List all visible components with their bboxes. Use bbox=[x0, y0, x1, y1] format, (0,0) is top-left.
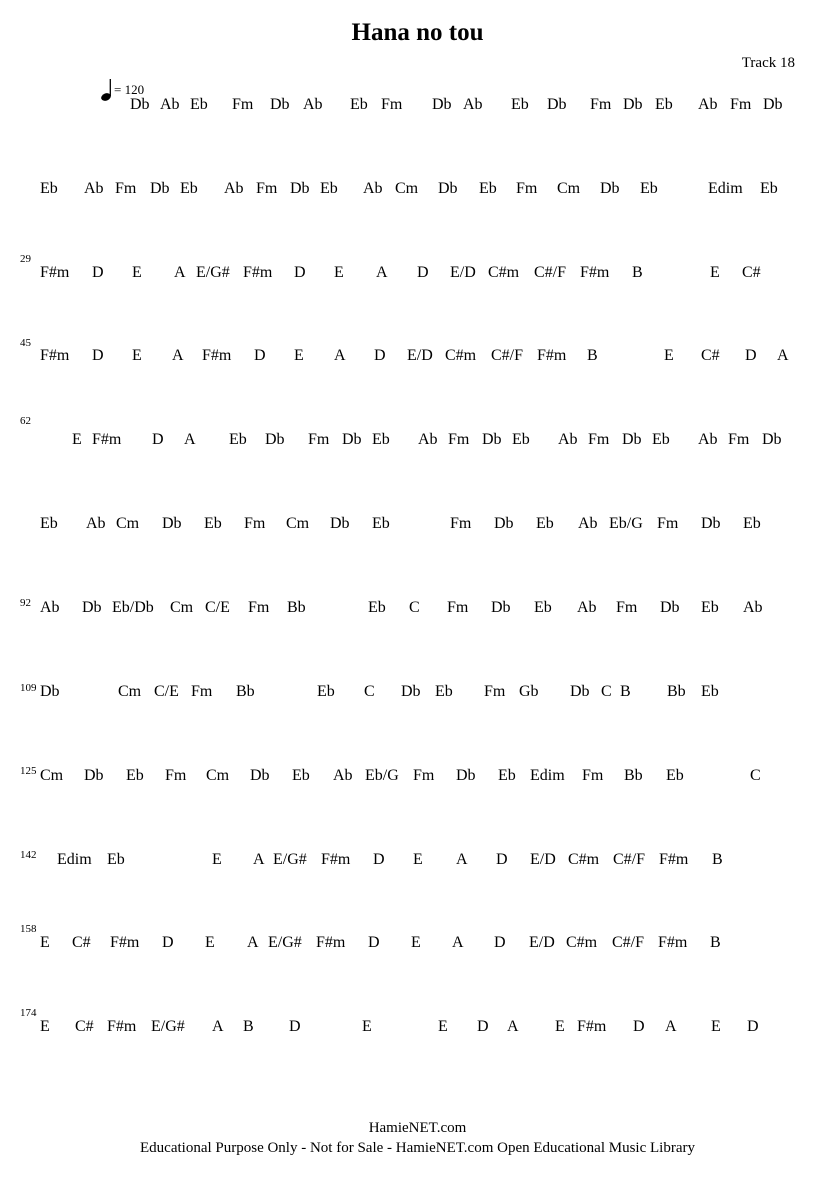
chord-symbol: Edim bbox=[57, 851, 92, 868]
chord-symbol: E bbox=[212, 851, 222, 868]
chord-symbol: D bbox=[152, 431, 164, 448]
chord-symbol: C#/F bbox=[534, 264, 567, 281]
chord-symbol: Db bbox=[82, 599, 102, 616]
chord-symbol: Fm bbox=[582, 767, 604, 784]
chord-symbol: E bbox=[413, 851, 423, 868]
chord-symbol: A bbox=[174, 264, 186, 281]
chord-symbol: Fm bbox=[191, 683, 213, 700]
chord-symbol: A bbox=[507, 1018, 519, 1035]
chord-symbol: Fm bbox=[256, 180, 278, 197]
chord-symbol: Fm bbox=[115, 180, 137, 197]
chord-symbol: Ab bbox=[698, 96, 718, 113]
chord-symbol: Db bbox=[701, 515, 721, 532]
chord-symbol: Ab bbox=[463, 96, 483, 113]
chord-symbol: D bbox=[92, 264, 104, 281]
chord-symbol: D bbox=[289, 1018, 301, 1035]
chord-symbol: C# bbox=[72, 934, 91, 951]
chord-symbol: Eb bbox=[655, 96, 673, 113]
chord-symbol: Eb/Db bbox=[112, 599, 154, 616]
chord-symbol: Ab bbox=[333, 767, 353, 784]
chord-symbol: D bbox=[254, 347, 266, 364]
chord-symbol: Fm bbox=[248, 599, 270, 616]
chord-symbol: E bbox=[132, 264, 142, 281]
chord-symbol: A bbox=[456, 851, 468, 868]
chord-symbol: Fm bbox=[728, 431, 750, 448]
chord-symbol: Ab bbox=[578, 515, 598, 532]
chord-symbol: Eb bbox=[536, 515, 554, 532]
chord-symbol: C#m bbox=[568, 851, 600, 868]
chord-symbol: Fm bbox=[308, 431, 330, 448]
chord-symbol: E/D bbox=[407, 347, 433, 364]
chord-symbol: Ab bbox=[418, 431, 438, 448]
chord-symbol: Ab bbox=[577, 599, 597, 616]
chord-symbol: F#m bbox=[110, 934, 140, 951]
chord-symbol: Eb bbox=[512, 431, 530, 448]
chord-symbol: Bb bbox=[287, 599, 306, 616]
chord-symbol: E/D bbox=[530, 851, 556, 868]
chord-symbol: Eb bbox=[498, 767, 516, 784]
chord-symbol: F#m bbox=[107, 1018, 137, 1035]
chord-symbol: Db bbox=[84, 767, 104, 784]
chord-symbol: A bbox=[334, 347, 346, 364]
measure-number: 109 bbox=[20, 682, 37, 694]
chord-symbol: D bbox=[496, 851, 508, 868]
chord-symbol: C#m bbox=[445, 347, 477, 364]
chord-symbol: E/G# bbox=[196, 264, 230, 281]
chord-symbol: E bbox=[555, 1018, 565, 1035]
chord-symbol: Ab bbox=[224, 180, 244, 197]
chord-symbol: Ab bbox=[86, 515, 106, 532]
chord-symbol: Eb bbox=[652, 431, 670, 448]
chord-symbol: C#m bbox=[566, 934, 598, 951]
chord-symbol: Edim bbox=[530, 767, 565, 784]
chord-symbol: C/E bbox=[154, 683, 179, 700]
chord-symbol: Db bbox=[660, 599, 680, 616]
chord-symbol: C bbox=[409, 599, 420, 616]
chord-symbol: E/D bbox=[529, 934, 555, 951]
chord-symbol: Ab bbox=[40, 599, 60, 616]
chord-symbol: D bbox=[162, 934, 174, 951]
chord-symbol: Edim bbox=[708, 180, 743, 197]
chord-symbol: Db bbox=[40, 683, 60, 700]
chord-symbol: F#m bbox=[243, 264, 273, 281]
chord-symbol: F#m bbox=[577, 1018, 607, 1035]
chord-symbol: Ab bbox=[84, 180, 104, 197]
chord-symbol: Eb bbox=[180, 180, 198, 197]
chord-symbol: Eb bbox=[292, 767, 310, 784]
measure-number: 92 bbox=[20, 597, 31, 609]
chord-symbol: E bbox=[72, 431, 82, 448]
chord-symbol: Ab bbox=[698, 431, 718, 448]
chord-symbol: Ab bbox=[558, 431, 578, 448]
chord-symbol: Eb bbox=[479, 180, 497, 197]
chord-symbol: E bbox=[132, 347, 142, 364]
measure-number: 62 bbox=[20, 415, 31, 427]
chord-symbol: Db bbox=[270, 96, 290, 113]
chord-symbol: Fm bbox=[590, 96, 612, 113]
chord-symbol: Eb bbox=[368, 599, 386, 616]
chord-symbol: C# bbox=[701, 347, 720, 364]
chord-symbol: Db bbox=[438, 180, 458, 197]
chord-symbol: A bbox=[212, 1018, 224, 1035]
chord-symbol: D bbox=[294, 264, 306, 281]
chord-symbol: D bbox=[747, 1018, 759, 1035]
chord-symbol: E bbox=[438, 1018, 448, 1035]
chord-symbol: E bbox=[205, 934, 215, 951]
chord-symbol: A bbox=[253, 851, 265, 868]
chord-symbol: Eb/G bbox=[365, 767, 399, 784]
chord-symbol: E/G# bbox=[268, 934, 302, 951]
chord-symbol: F#m bbox=[537, 347, 567, 364]
chord-symbol: F#m bbox=[580, 264, 610, 281]
chord-symbol: C#/F bbox=[612, 934, 645, 951]
chord-symbol: D bbox=[745, 347, 757, 364]
chord-symbol: E bbox=[664, 347, 674, 364]
chord-symbol: Cm bbox=[118, 683, 142, 700]
chord-symbol: Cm bbox=[395, 180, 419, 197]
measure-number: 142 bbox=[20, 849, 37, 861]
chord-symbol: F#m bbox=[202, 347, 232, 364]
chord-symbol: Db bbox=[482, 431, 502, 448]
chord-symbol: B bbox=[243, 1018, 254, 1035]
chord-symbol: Eb bbox=[666, 767, 684, 784]
chord-symbol: E bbox=[40, 934, 50, 951]
chord-symbol: E/G# bbox=[273, 851, 307, 868]
chord-symbol: A bbox=[247, 934, 259, 951]
chord-symbol: Ab bbox=[160, 96, 180, 113]
chord-symbol: Ab bbox=[743, 599, 763, 616]
chord-symbol: C bbox=[364, 683, 375, 700]
chord-symbol: C bbox=[750, 767, 761, 784]
tempo-marking: = 120 bbox=[114, 82, 145, 97]
chord-symbol: Fm bbox=[165, 767, 187, 784]
chord-symbol: Eb bbox=[372, 431, 390, 448]
chord-symbol: Db bbox=[600, 180, 620, 197]
chord-symbol: E bbox=[711, 1018, 721, 1035]
chord-symbol: A bbox=[777, 347, 789, 364]
chord-symbol: Eb bbox=[190, 96, 208, 113]
chord-symbol: Fm bbox=[244, 515, 266, 532]
chord-symbol: Bb bbox=[624, 767, 643, 784]
chord-symbol: C bbox=[601, 683, 612, 700]
chord-symbol: Eb bbox=[126, 767, 144, 784]
chord-symbol: Db bbox=[162, 515, 182, 532]
chord-symbol: C# bbox=[742, 264, 761, 281]
chord-symbol: Bb bbox=[236, 683, 255, 700]
chord-symbol: B bbox=[632, 264, 643, 281]
chord-symbol: B bbox=[620, 683, 631, 700]
chord-symbol: A bbox=[665, 1018, 677, 1035]
chord-symbol: F#m bbox=[40, 264, 70, 281]
measure-number: 125 bbox=[20, 765, 37, 777]
measure-number: 174 bbox=[20, 1007, 37, 1019]
chord-symbol: C#m bbox=[488, 264, 520, 281]
chord-symbol: E/G# bbox=[151, 1018, 185, 1035]
chord-symbol: Eb bbox=[640, 180, 658, 197]
chord-symbol: Eb/G bbox=[609, 515, 643, 532]
chord-symbol: Fm bbox=[588, 431, 610, 448]
chord-symbol: Eb bbox=[701, 683, 719, 700]
chord-symbol: Db bbox=[491, 599, 511, 616]
chord-symbol: Eb bbox=[229, 431, 247, 448]
chord-symbol: E bbox=[294, 347, 304, 364]
chord-symbol: Db bbox=[401, 683, 421, 700]
chord-symbol: Eb bbox=[107, 851, 125, 868]
chord-symbol: B bbox=[710, 934, 721, 951]
chord-symbol: Eb bbox=[320, 180, 338, 197]
chord-symbol: Db bbox=[150, 180, 170, 197]
chord-symbol: Cm bbox=[206, 767, 230, 784]
chord-symbol: Eb bbox=[317, 683, 335, 700]
chord-symbol: F#m bbox=[321, 851, 351, 868]
chord-symbol: Eb bbox=[534, 599, 552, 616]
footer-site: HamieNET.com bbox=[368, 1120, 467, 1136]
chord-symbol: Db bbox=[623, 96, 643, 113]
measure-number: 29 bbox=[20, 253, 31, 265]
chord-symbol: Fm bbox=[450, 515, 472, 532]
chord-symbol: Fm bbox=[381, 96, 403, 113]
chord-symbol: F#m bbox=[92, 431, 122, 448]
chord-symbol: Db bbox=[456, 767, 476, 784]
chord-symbol: D bbox=[92, 347, 104, 364]
chord-symbol: Ab bbox=[363, 180, 383, 197]
chord-symbol: Db bbox=[622, 431, 642, 448]
chord-symbol: Db bbox=[570, 683, 590, 700]
chord-symbol: B bbox=[712, 851, 723, 868]
chord-symbol: Db bbox=[494, 515, 514, 532]
chord-symbol: A bbox=[376, 264, 388, 281]
measure-number: 45 bbox=[20, 337, 31, 349]
chord-symbol: Db bbox=[250, 767, 270, 784]
chord-symbol: F#m bbox=[40, 347, 70, 364]
chord-symbol: Cm bbox=[40, 767, 64, 784]
chord-symbol: D bbox=[477, 1018, 489, 1035]
chord-symbol: Eb bbox=[701, 599, 719, 616]
chord-symbol: Eb bbox=[511, 96, 529, 113]
chord-symbol: Db bbox=[763, 96, 783, 113]
chord-symbol: Cm bbox=[116, 515, 140, 532]
chord-symbol: Cm bbox=[170, 599, 194, 616]
chord-symbol: E bbox=[334, 264, 344, 281]
chord-symbol: C# bbox=[75, 1018, 94, 1035]
chord-symbol: D bbox=[633, 1018, 645, 1035]
chord-symbol: Fm bbox=[448, 431, 470, 448]
chord-symbol: D bbox=[494, 934, 506, 951]
chord-symbol: Eb bbox=[372, 515, 390, 532]
chord-symbol: Cm bbox=[557, 180, 581, 197]
chord-symbol: Eb bbox=[743, 515, 761, 532]
chord-symbol: D bbox=[374, 347, 386, 364]
footer-notice: Educational Purpose Only - Not for Sale - HamieNET.com Open Educational Music Library bbox=[140, 1140, 695, 1156]
chord-symbol: A bbox=[452, 934, 464, 951]
chord-symbol: F#m bbox=[659, 851, 689, 868]
chord-symbol: Db bbox=[432, 96, 452, 113]
measure-number: 158 bbox=[20, 923, 37, 935]
chord-symbol: Fm bbox=[516, 180, 538, 197]
chord-symbol: Db bbox=[130, 96, 150, 113]
chord-symbol: E bbox=[40, 1018, 50, 1035]
chord-symbol: Db bbox=[547, 96, 567, 113]
chord-symbol: Db bbox=[762, 431, 782, 448]
chord-symbol: Cm bbox=[286, 515, 310, 532]
chord-symbol: Fm bbox=[657, 515, 679, 532]
chord-symbol: Bb bbox=[667, 683, 686, 700]
chord-symbol: B bbox=[587, 347, 598, 364]
chord-symbol: Eb bbox=[40, 180, 58, 197]
chord-symbol: A bbox=[172, 347, 184, 364]
chord-symbol: Eb bbox=[760, 180, 778, 197]
chord-symbol: C#/F bbox=[491, 347, 524, 364]
song-title: Hana no tou bbox=[351, 19, 484, 46]
chord-symbol: D bbox=[368, 934, 380, 951]
chord-symbol: Fm bbox=[447, 599, 469, 616]
chord-symbol: A bbox=[184, 431, 196, 448]
chord-symbol: Fm bbox=[232, 96, 254, 113]
chord-symbol: Eb bbox=[40, 515, 58, 532]
chord-symbol: D bbox=[373, 851, 385, 868]
chord-symbol: F#m bbox=[658, 934, 688, 951]
chord-symbol: Fm bbox=[730, 96, 752, 113]
chord-symbol: Fm bbox=[616, 599, 638, 616]
chord-symbol: C/E bbox=[205, 599, 230, 616]
chord-symbol: Eb bbox=[435, 683, 453, 700]
chord-symbol: Db bbox=[290, 180, 310, 197]
chord-symbol: Ab bbox=[303, 96, 323, 113]
chord-symbol: Db bbox=[330, 515, 350, 532]
chord-symbol: Gb bbox=[519, 683, 539, 700]
chord-symbol: E/D bbox=[450, 264, 476, 281]
chord-symbol: Eb bbox=[204, 515, 222, 532]
chord-symbol: E bbox=[710, 264, 720, 281]
chord-symbol: E bbox=[362, 1018, 372, 1035]
chord-symbol: Db bbox=[342, 431, 362, 448]
chord-symbol: F#m bbox=[316, 934, 346, 951]
chord-symbol: E bbox=[411, 934, 421, 951]
chord-symbol: Db bbox=[265, 431, 285, 448]
chord-symbol: C#/F bbox=[613, 851, 646, 868]
chord-symbol: D bbox=[417, 264, 429, 281]
track-label: Track 18 bbox=[741, 55, 795, 71]
chord-symbol: Fm bbox=[484, 683, 506, 700]
chord-symbol: Fm bbox=[413, 767, 435, 784]
chord-symbol: Eb bbox=[350, 96, 368, 113]
